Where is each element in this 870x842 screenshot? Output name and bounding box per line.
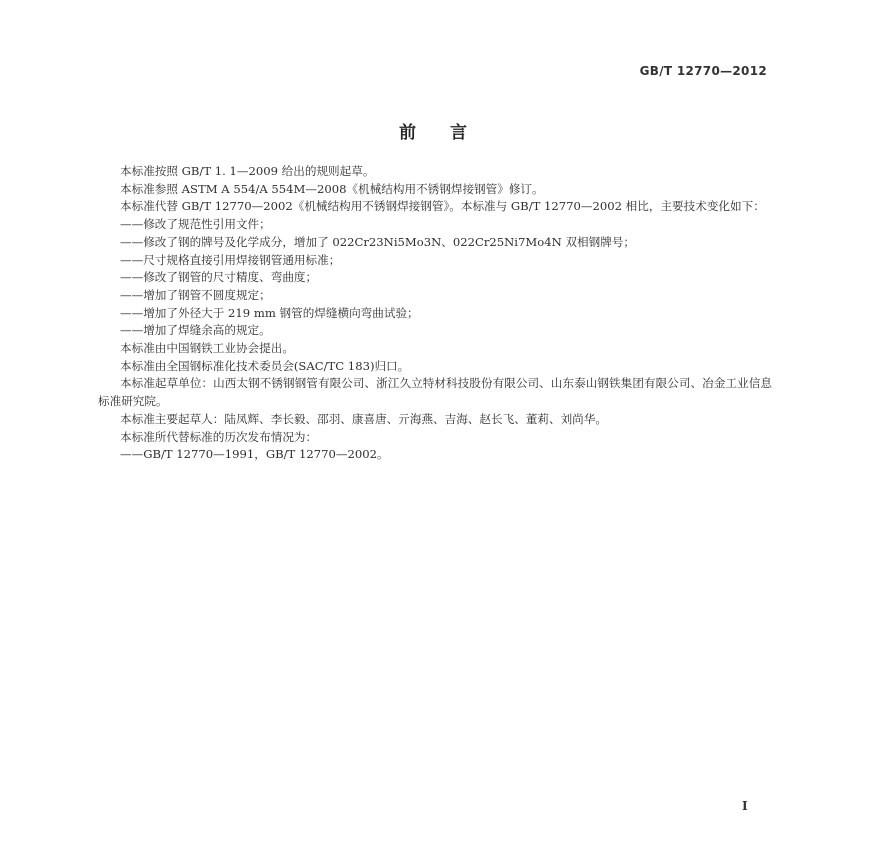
change-item: ——尺寸规格直接引用焊接钢管通用标准； [120,252,341,267]
paragraph-reference-standard: 本标准参照 ASTM A 554/A 554M—2008《机械结构用不锈钢焊接钢管》修订。 [120,181,544,196]
paragraph-history-intro: 本标准所代替标准的历次发布情况为： [120,429,318,444]
paragraph-drafting-units: 本标准起草单位：山西太钢不锈钢钢管有限公司、浙江久立特材科技股份有限公司、山东泰山钢铁集团有限公司、冶金工业信息标准研究院。 [98,376,772,409]
paragraph-drafting-rules: 本标准按照 GB/T 1. 1—2009 给出的规则起草。 [120,164,375,178]
change-item: ——增加了外径大于 219 mm 钢管的焊缝横向弯曲试验； [120,305,419,320]
change-item: ——修改了钢管的尺寸精度、弯曲度； [120,270,318,285]
change-item: ——修改了钢的牌号及化学成分，增加了 022Cr23Ni5Mo3N、022Cr25Ni7Mo4N 双相钢牌号； [120,234,636,249]
history-item: ——GB/T 12770—1991，GB/T 12770—2002。 [120,447,389,462]
paragraph-committee: 本标准由全国钢标准化技术委员会(SAC/TC 183)归口。 [120,358,410,373]
change-item: ——修改了规范性引用文件； [120,217,271,232]
paragraph-proposer: 本标准由中国钢铁工业协会提出。 [120,341,294,356]
change-item: ——增加了焊缝余高的规定。 [120,323,271,338]
paragraph-replacement: 本标准代替 GB/T 12770—2002《机械结构用不锈钢焊接钢管》。本标准与 GB/T 12770—2002 相比，主要技术变化如下： [120,199,765,214]
paragraph-drafters: 本标准主要起草人：陆凤辉、李长毅、邵羽、康喜唐、亓海燕、吉海、赵长飞、董莉、刘尚华。 [120,411,607,426]
page-number: I [742,799,748,813]
page-title: 前言 [399,123,501,143]
change-item: ——增加了钢管不圆度规定； [120,287,271,302]
standard-code: GB/T 12770—2012 [639,64,767,78]
document-body [98,163,772,464]
